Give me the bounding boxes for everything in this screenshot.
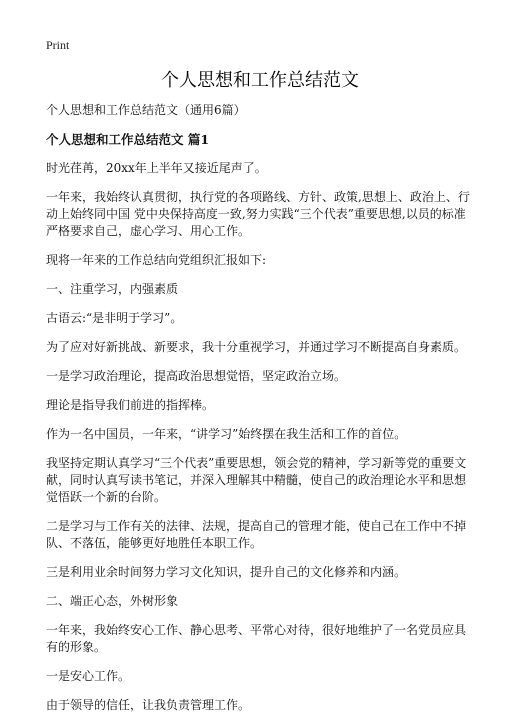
print-link[interactable]: Print [46, 38, 70, 52]
paragraph: 二、端正心态，外树形象 [46, 594, 179, 608]
paragraph: 一、注重学习，内强素质 [46, 282, 179, 296]
paragraph: 古语云:“是非明于学习”。 [46, 311, 183, 325]
paragraph: 一是安心工作。 [46, 669, 131, 683]
document-body [46, 102, 476, 726]
paragraph: 为了应对好新挑战、新要求，我十分重视学习，并通过学习不断提高自身素质。 [46, 340, 467, 354]
page-title: 个人思想和工作总结范文 [161, 70, 359, 91]
paragraph: 现将一年来的工作总结向党组织汇报如下: [46, 253, 267, 267]
document-subtitle: 个人思想和工作总结范文（通用6篇） [46, 103, 246, 117]
paragraph: 时光荏苒，20xx年上半年又接近尾声了。 [46, 161, 267, 175]
paragraph: 由于领导的信任，让我负责管理工作。 [46, 698, 251, 712]
paragraph: 一年来，我始终安心工作、静心思考、平常心对待，很好地维护了一名党员应具有的形象。 [46, 623, 467, 654]
paragraph: 我坚持定期认真学习“三个代表”重要思想，领会党的精神，学习新等党的重要文献，同时认真写读书笔记，并深入理解其中精髓，使自己的政治理论水平和思想觉悟跃一个新的台阶。 [46, 456, 467, 504]
paragraph: 作为一名中国员，一年来，“讲学习”始终摆在我生活和工作的首位。 [46, 427, 407, 441]
paragraph: 一年来，我始终认真贯彻，执行党的各项路线、方针、政策,思想上、政治上、行动上始终同中国 党中央保持高度一致,努力实践“三个代表”重要思想,以员的标准严格要求自己，虚心学习、用心工作。 [46, 190, 470, 238]
paragraph: 理论是指导我们前进的指挥棒。 [46, 398, 215, 412]
paragraph: 二是学习与工作有关的法律、法规，提高自己的管理才能，使自己在工作中不掉队、不落伍，能够更好地胜任本职工作。 [46, 519, 467, 550]
section-heading: 个人思想和工作总结范文 篇1 [46, 132, 210, 147]
paragraph: 三是利用业余时间努力学习文化知识，提升自己的文化修养和内涵。 [46, 565, 407, 579]
paragraph: 一是学习政治理论，提高政治思想觉悟，坚定政治立场。 [46, 369, 347, 383]
